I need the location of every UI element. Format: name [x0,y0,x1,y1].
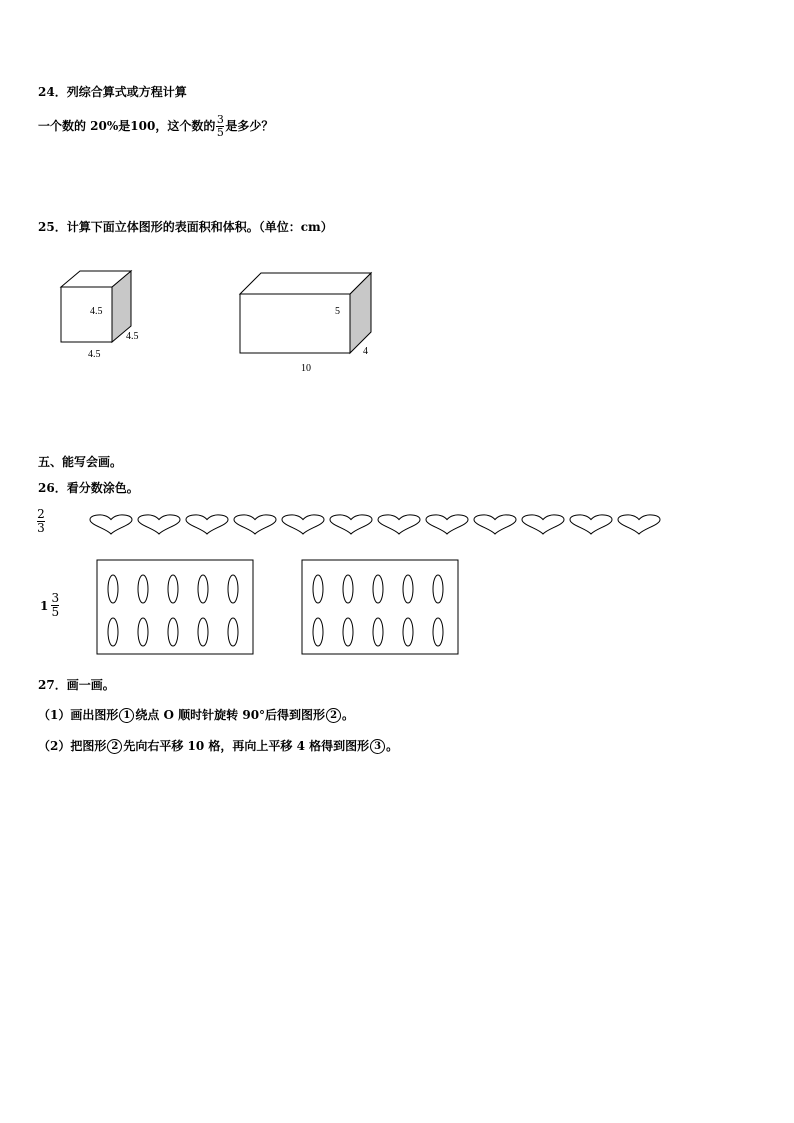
q27-line2-b: 先向右平移 10 格，再向上平移 4 格得到图形 [123,739,370,753]
q27-line1-b: 绕点 O 顺时针旋转 90°后得到图形 [135,708,326,722]
ovals-boxes [95,558,465,658]
heart-shape[interactable] [378,515,420,534]
oval-shape[interactable] [138,575,148,603]
circled-2b: 2 [107,739,122,754]
q24-text-before: 一个数的 20%是100，这个数的 [38,119,216,133]
heart-shape[interactable] [618,515,660,534]
q27-line2 [38,738,398,754]
oval-shape[interactable] [228,618,238,646]
oval-shape[interactable] [108,618,118,646]
q27-line1-a: （1）画出图形 [38,708,119,722]
q24-title: 24．列综合算式或方程计算 [38,85,187,99]
cuboid-front-face [240,294,350,353]
cuboid-depth-label: 4 [363,346,368,357]
circled-2: 2 [326,708,341,723]
hearts-frac-num: 2 [37,507,45,521]
q24-text-after: 是多少？ [225,119,274,133]
oval-shape[interactable] [198,575,208,603]
oval-shape[interactable] [373,618,383,646]
oval-shape[interactable] [198,618,208,646]
section5-title: 五、能写会画。 [38,455,123,469]
cube-bottom-label: 4.5 [88,349,101,360]
oval-shape[interactable] [313,618,323,646]
oval-shape[interactable] [108,575,118,603]
heart-shape[interactable] [138,515,180,534]
heart-shape[interactable] [426,515,468,534]
q24-frac-den: 5 [216,126,224,139]
heart-shape[interactable] [282,515,324,534]
q26-title: 26．看分数涂色。 [38,481,139,495]
oval-shape[interactable] [138,618,148,646]
q24-frac-num: 3 [216,113,224,126]
oval-shape[interactable] [403,575,413,603]
q27-line2-end: 。 [386,739,399,753]
heart-shape[interactable] [90,515,132,534]
oval-shape[interactable] [373,575,383,603]
heart-shape[interactable] [474,515,516,534]
oval-shape[interactable] [433,575,443,603]
cuboid-figure [240,273,371,353]
q25-title: 25．计算下面立体图形的表面积和体积。（单位：cm） [38,220,333,234]
heart-shape[interactable] [570,515,612,534]
q27-line2-a: （2）把图形 [38,739,107,753]
circled-1: 1 [119,708,134,723]
circled-3: 3 [370,739,385,754]
oval-shape[interactable] [403,618,413,646]
oval-shape[interactable] [228,575,238,603]
q24-question [38,114,273,139]
ovals-frac-num: 3 [51,591,60,605]
heart-shape[interactable] [522,515,564,534]
oval-shape[interactable] [168,575,178,603]
oval-shape[interactable] [168,618,178,646]
heart-shape[interactable] [186,515,228,534]
heart-shape[interactable] [234,515,276,534]
q27-line1 [38,707,354,723]
cube-front-label: 4.5 [90,306,103,317]
q25-figures [50,235,410,385]
oval-shape[interactable] [343,575,353,603]
cuboid-top-face [240,273,371,294]
q27-title: 27．画一画。 [38,678,115,692]
oval-shape[interactable] [313,575,323,603]
hearts-fraction [36,508,46,535]
oval-shape[interactable] [433,618,443,646]
cube-side-label: 4.5 [126,331,139,342]
oval-shape[interactable] [343,618,353,646]
cube-front-face [61,287,112,342]
heart-shape[interactable] [330,515,372,534]
hearts-row [88,512,668,542]
ovals-fraction [40,592,60,619]
q27-line1-end: 。 [342,708,355,722]
hearts-frac-den: 3 [37,521,45,535]
cuboid-height-label: 5 [335,306,340,317]
q24-fraction [216,114,224,139]
ovals-whole: 1 [40,598,49,613]
ovals-frac-den: 5 [51,605,60,619]
cuboid-length-label: 10 [301,363,311,374]
